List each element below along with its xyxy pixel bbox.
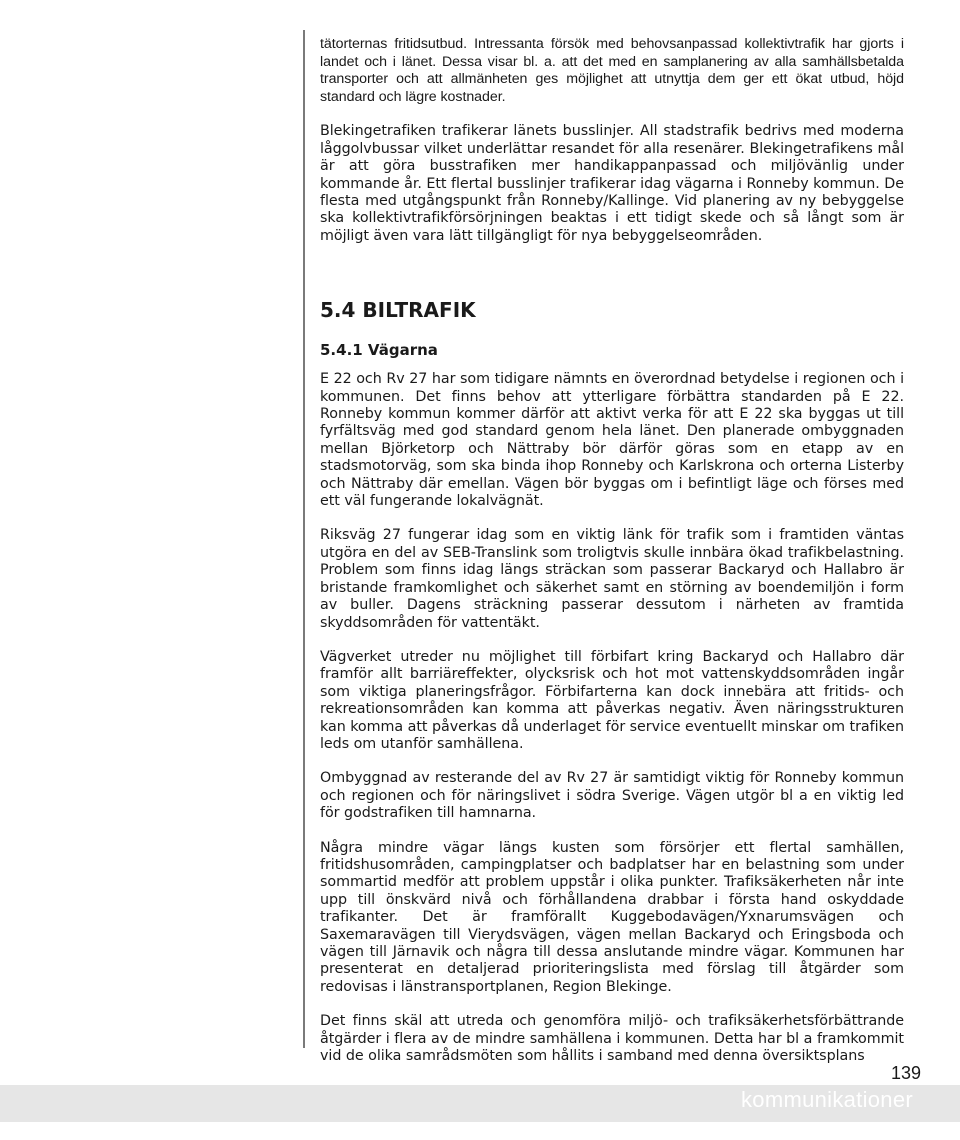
page-content — [320, 36, 904, 1065]
paragraph-e22: E 22 och Rv 27 har som tidigare nämnts en överordnad betydelse i regionen och i kommunen. Det finns behov att ytterligare förbättra standarden på E 22. Ronneby kommun kommer därför att aktivt verka för att E 22 ska byggas ut till fyrfältsväg med god standard genom hela länet. Den planerade ombyggnaden mellan Björketorp och Nättraby bör därför göras som en etapp av en stadsmotorväg, som ska binda ihop Ronneby och Karlskrona och orterna Listerby och Nättraby där emellan. Vägen bör byggas om i befintligt läge och förses med ett väl fungerande lokalvägnät. — [320, 371, 904, 510]
paragraph-vagverket: Vägverket utreder nu möjlighet till förbifart kring Backaryd och Hallabro där framför allt barriäreffekter, olycksrisk och hot mot vattenskyddsområden ingår som viktiga planeringsfrågor. Förbifarterna kan dock innebära att fritids- och rekreationsområden kan komma att påverkas negativ. Även näringsstrukturen kan komma att påverkas då underlaget för service eventuellt minskar om trafiken leds om utanför samhällena. — [320, 648, 904, 752]
section-heading: 5.4 BILTRAFIK — [320, 298, 476, 323]
footer-chapter-label: kommunikationer — [740, 1087, 913, 1112]
paragraph-ombyggnad: Ombyggnad av resterande del av Rv 27 är samtidigt viktig för Ronneby kommun och regionen och för näringslivet i södra Sverige. Vägen utgör bl a en viktig led för godstrafiken till hamnarna. — [320, 770, 904, 822]
paragraph-miljo: Det finns skäl att utreda och genomföra miljö- och trafiksäkerhetsförbättrande åtgärder i flera av de mindre samhällena i kommunen. Detta har bl a framkommit vid de olika samrådsmöten som hållits i samband med denna översiktsplans — [320, 1013, 904, 1065]
paragraph-mindre-vagar: Några mindre vägar längs kusten som försörjer ett flertal samhällen, fritidshusområden, campingplatser och badplatser har en belastning som under sommartid medför att problem uppstår i olika punkter. Trafiksäkerheten når inte upp till önskvärd nivå och förhållandena drabbar i första hand oskyddade trafikanter. Det är framförallt Kuggebodavägen/Yxnarumsvägen och Saxemaravägen till Vierydsvägen, vägen mellan Backaryd och Eringsboda och vägen till Järnavik och några till dessa anslutande mindre vägar. Kommunen har presenterat en detaljerad prioriteringslista med förslag till åtgärder som redovisas i länstransportplanen, Region Blekinge. — [320, 839, 904, 995]
subsection-heading: 5.4.1 Vägarna — [320, 341, 438, 360]
page-number: 139 — [890, 1063, 921, 1083]
margin-rule — [303, 30, 305, 1048]
paragraph-riksvag27: Riksväg 27 fungerar idag som en viktig länk för trafik som i framtiden väntas utgöra en del av SEB-Translink som troligtvis skulle innbära ökad trafikbelastning. Problem som finns idag längs sträckan som passerar Backaryd och Hallabro är bristande framkomlighet och säkerhet samt en störning av boendemiljön i form av buller. Dagens sträckning passerar dessutom i närheten av framtida skyddsområden för vattentäkt. — [320, 527, 904, 631]
paragraph-blekingetrafiken: Blekingetrafiken trafikerar länets busslinjer. All stadstrafik bedrivs med moderna låggolvbussar vilket underlättar resandet för alla resenärer. Blekingetrafikens mål är att göra busstrafiken mer handikappanpassad och miljövänlig under kommande år. Ett flertal busslinjer trafikerar idag vägarna i Ronneby kommun. De flesta med utgångspunkt från Ronneby/Kallinge. Vid planering av ny bebyggelse ska kollektivtrafikförsörjningen beaktas i ett tidigt skede och så långt som är möjligt även vara lätt tillgängligt för nya bebyggelseområden. — [320, 123, 904, 244]
paragraph-intro: tätorternas fritidsutbud. Intressanta försök med behovsanpassad kollektivtrafik har gjorts i landet och i länet. Dessa visar bl. a. att det med en samplanering av alla samhällsbetalda transporter och att allmänheten ges möjlighet att utnyttja dem ger ett ökat utbud, höjd standard och lägre kostnader. — [320, 36, 904, 105]
